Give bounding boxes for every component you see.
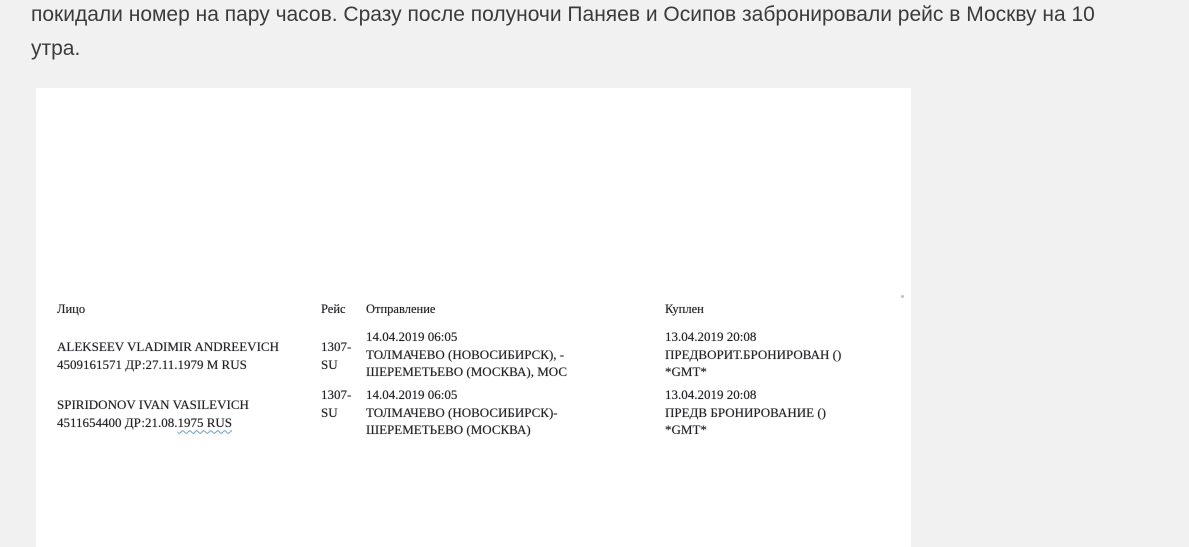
table-header-departure: Отправление [366, 302, 436, 316]
text-line: 13.04.2019 20:08 [665, 329, 757, 344]
article-paragraph-line-1: покидали номер на пару часов. Сразу после полуночи Паняев и Осипов забронировали рейс в Москву на 10 [31, 3, 1095, 26]
text-line: SU [321, 356, 338, 372]
table-row-1-departure-cell [366, 328, 567, 381]
table-row-2-departure-cell [366, 386, 558, 439]
text-line: ПРЕДВОРИТ.БРОНИРОВАН () [665, 346, 842, 362]
table-row-1-flight-cell [321, 338, 351, 373]
text-line: ПРЕДВ БРОНИРОВАНИЕ () [665, 404, 827, 420]
text-line: *GMT* [665, 364, 707, 379]
text-line: *GMT* [665, 422, 707, 437]
table-header-person: Лицо [57, 302, 86, 316]
spellcheck-underlined-text: 1975 RUS [177, 414, 233, 430]
text-line: ШЕРЕМЕТЬЕВО (МОСКВА) [366, 422, 531, 437]
text-line: 4509161571 ДР:27.11.1979 M RUS [57, 356, 247, 372]
article-paragraph-line-2: утра. [31, 37, 81, 60]
text-line: 14.04.2019 06:05 [366, 329, 458, 344]
text-segment: 4511654400 ДР:21.08. [57, 414, 178, 430]
text-line: ALEKSEEV VLADIMIR ANDREEVICH [57, 339, 279, 354]
table-row-2-flight-cell [321, 386, 351, 421]
scan-artifact-dot [901, 295, 904, 298]
text-line: SPIRIDONOV IVAN VASILEVICH [57, 397, 249, 412]
text-line: ШЕРЕМЕТЬЕВО (МОСКВА), МОС [366, 364, 568, 379]
text-line: 14.04.2019 06:05 [366, 387, 458, 402]
table-row-2-person-cell [57, 396, 249, 431]
table-row-1-purchased-cell [665, 328, 841, 381]
text-line: 1307- [321, 339, 352, 354]
text-line: ТОЛМАЧЕВО (НОВОСИБИРСК)- [366, 404, 558, 420]
table-row-1-person-cell [57, 338, 279, 373]
text-line: SU [321, 404, 338, 420]
table-header-purchased: Куплен [665, 302, 704, 316]
text-line: ТОЛМАЧЕВО (НОВОСИБИРСК), - [366, 346, 565, 362]
text-line [57, 414, 249, 432]
article-paragraph [31, 0, 1095, 66]
table-header-flight: Рейс [321, 302, 346, 316]
booking-document-image [36, 88, 911, 547]
text-line: 1307- [321, 387, 352, 402]
table-row-2-purchased-cell [665, 386, 826, 439]
text-line: 13.04.2019 20:08 [665, 387, 757, 402]
